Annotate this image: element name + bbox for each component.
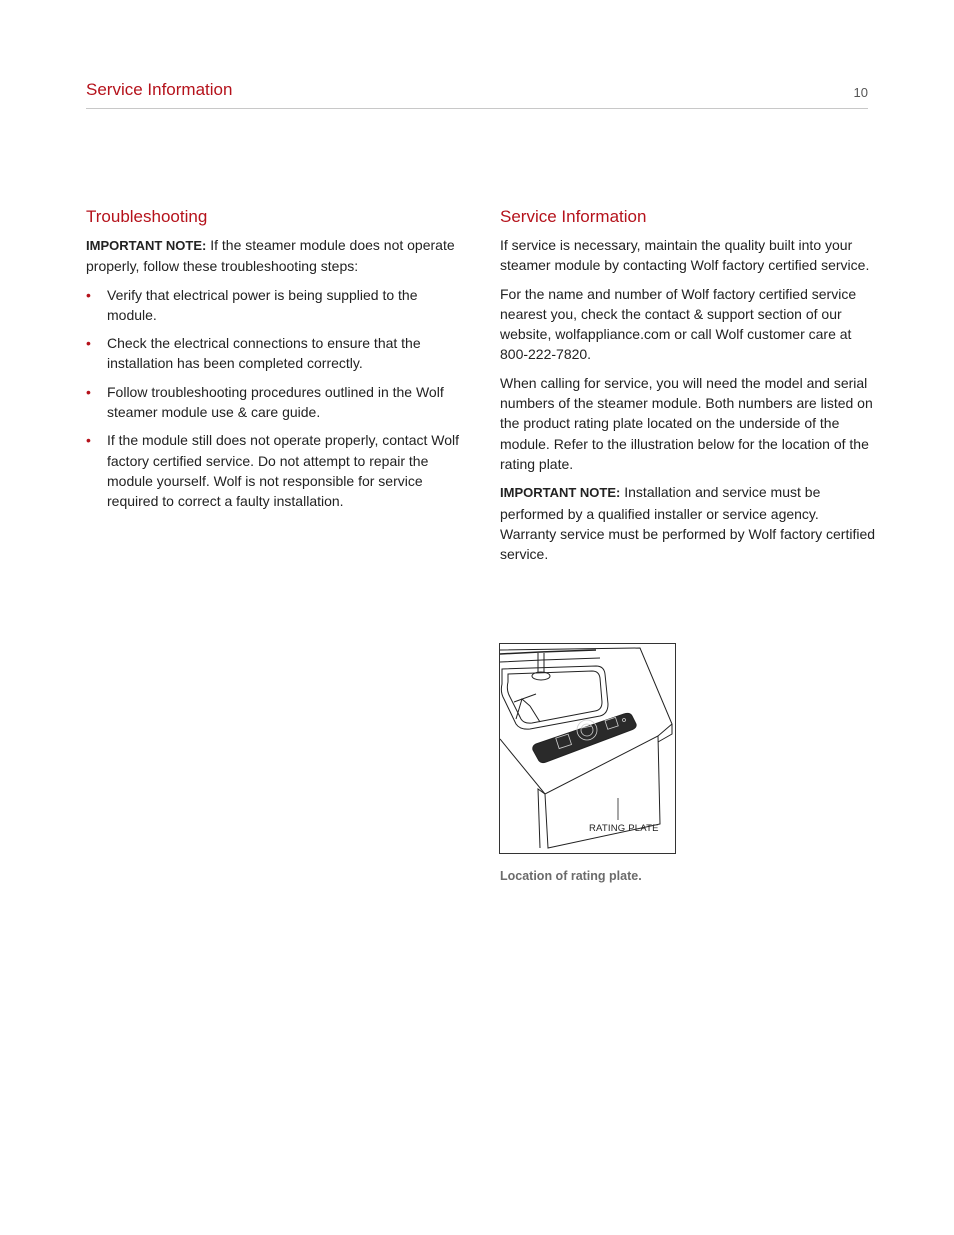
troubleshooting-heading: Troubleshooting bbox=[86, 207, 208, 226]
bullet-icon: • bbox=[86, 383, 91, 400]
service-paragraph: If service is necessary, maintain the quality built into your steamer module by contacting Wolf factory certified service. bbox=[500, 237, 870, 274]
service-paragraph: For the name and number of Wolf factory certified service nearest you, check the contact & support section of our website, wolfappliance.com or call Wolf customer care at 800-222-7820. bbox=[500, 285, 857, 363]
bullet-icon: • bbox=[86, 286, 91, 303]
list-item bbox=[86, 430, 461, 511]
list-item-text: Verify that electrical power is being supplied to the module. bbox=[107, 286, 418, 323]
list-item bbox=[86, 333, 461, 374]
list-item-text: Check the electrical connections to ensure that the installation has been completed correctly. bbox=[107, 335, 421, 372]
rating-plate-illustration bbox=[499, 643, 676, 854]
steamer-module-drawing bbox=[500, 644, 675, 853]
rating-plate-label: RATING PLATE bbox=[589, 823, 659, 834]
troubleshooting-section bbox=[86, 207, 461, 520]
header-divider bbox=[86, 108, 868, 109]
service-information-heading: Service Information bbox=[500, 207, 647, 226]
service-note bbox=[500, 482, 875, 564]
list-item-text: If the module still does not operate properly, contact Wolf factory certified service. Do not attempt to repair the module yourself. Wolf is not responsible for service required to correct a faulty installation. bbox=[107, 432, 460, 510]
bullet-icon: • bbox=[86, 432, 91, 449]
bullet-icon: • bbox=[86, 335, 91, 352]
important-note-text: Installation and service must be performed by a qualified installer or service agency. Warranty service must be performed by Wolf factory certified service. bbox=[500, 484, 876, 563]
important-note-text: If the steamer module does not operate properly, follow these troubleshooting steps: bbox=[86, 237, 455, 275]
troubleshooting-steps-list bbox=[86, 285, 461, 512]
list-item bbox=[86, 382, 461, 423]
service-paragraph: When calling for service, you will need the model and serial numbers of the steamer module. Both numbers are listed on the product rating plate located on the underside of the module. Refer to the illustration below for the location of the rating plate. bbox=[500, 374, 873, 472]
troubleshooting-note bbox=[86, 235, 461, 277]
figure-caption: Location of rating plate. bbox=[500, 869, 642, 883]
page-number: 10 bbox=[853, 85, 868, 100]
header-title: Service Information bbox=[86, 80, 233, 99]
list-item-text: Follow troubleshooting procedures outlined in the Wolf steamer module use & care guide. bbox=[107, 383, 444, 421]
important-note-label: IMPORTANT NOTE: bbox=[500, 485, 621, 501]
service-information-section bbox=[500, 207, 875, 572]
list-item bbox=[86, 285, 461, 326]
important-note-label: IMPORTANT NOTE: bbox=[86, 238, 207, 253]
